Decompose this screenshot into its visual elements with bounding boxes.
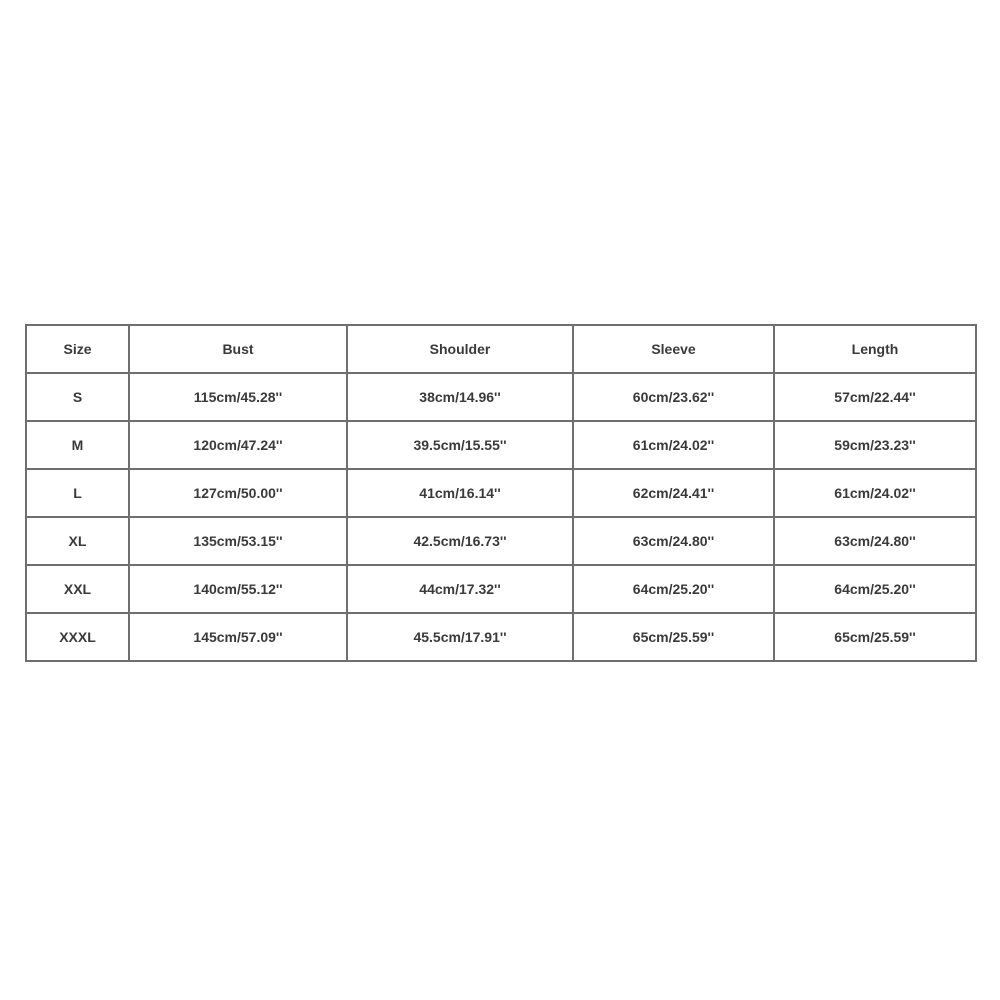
bust-cell: 120cm/47.24'' bbox=[129, 421, 347, 469]
shoulder-cell: 44cm/17.32'' bbox=[347, 565, 573, 613]
header-cell-size: Size bbox=[26, 325, 129, 373]
size-cell: XXL bbox=[26, 565, 129, 613]
bust-cell: 135cm/53.15'' bbox=[129, 517, 347, 565]
sleeve-cell: 63cm/24.80'' bbox=[573, 517, 774, 565]
table-row bbox=[26, 613, 976, 661]
table-row bbox=[26, 469, 976, 517]
shoulder-cell: 38cm/14.96'' bbox=[347, 373, 573, 421]
table-row bbox=[26, 421, 976, 469]
length-cell: 64cm/25.20'' bbox=[774, 565, 976, 613]
header-cell-shoulder: Shoulder bbox=[347, 325, 573, 373]
sleeve-cell: 61cm/24.02'' bbox=[573, 421, 774, 469]
shoulder-cell: 45.5cm/17.91'' bbox=[347, 613, 573, 661]
bust-cell: 145cm/57.09'' bbox=[129, 613, 347, 661]
table-header-row bbox=[26, 325, 976, 373]
size-chart-table bbox=[25, 324, 977, 662]
header-cell-sleeve: Sleeve bbox=[573, 325, 774, 373]
size-cell: L bbox=[26, 469, 129, 517]
sleeve-cell: 60cm/23.62'' bbox=[573, 373, 774, 421]
length-cell: 63cm/24.80'' bbox=[774, 517, 976, 565]
header-cell-bust: Bust bbox=[129, 325, 347, 373]
shoulder-cell: 42.5cm/16.73'' bbox=[347, 517, 573, 565]
length-cell: 59cm/23.23'' bbox=[774, 421, 976, 469]
sleeve-cell: 62cm/24.41'' bbox=[573, 469, 774, 517]
length-cell: 61cm/24.02'' bbox=[774, 469, 976, 517]
shoulder-cell: 39.5cm/15.55'' bbox=[347, 421, 573, 469]
sleeve-cell: 64cm/25.20'' bbox=[573, 565, 774, 613]
shoulder-cell: 41cm/16.14'' bbox=[347, 469, 573, 517]
table-row bbox=[26, 565, 976, 613]
size-cell: XL bbox=[26, 517, 129, 565]
header-cell-length: Length bbox=[774, 325, 976, 373]
bust-cell: 115cm/45.28'' bbox=[129, 373, 347, 421]
table-row bbox=[26, 373, 976, 421]
table-row bbox=[26, 517, 976, 565]
size-cell: S bbox=[26, 373, 129, 421]
length-cell: 65cm/25.59'' bbox=[774, 613, 976, 661]
size-cell: XXXL bbox=[26, 613, 129, 661]
length-cell: 57cm/22.44'' bbox=[774, 373, 976, 421]
sleeve-cell: 65cm/25.59'' bbox=[573, 613, 774, 661]
size-cell: M bbox=[26, 421, 129, 469]
bust-cell: 140cm/55.12'' bbox=[129, 565, 347, 613]
bust-cell: 127cm/50.00'' bbox=[129, 469, 347, 517]
